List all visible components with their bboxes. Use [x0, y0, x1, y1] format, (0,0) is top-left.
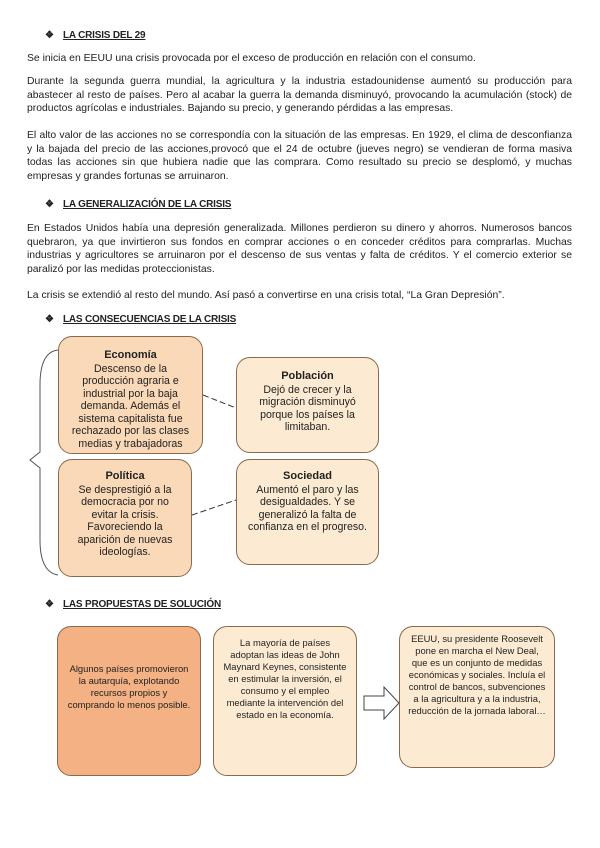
- box-title: Política: [105, 470, 145, 482]
- heading-generalizacion-text: LA GENERALIZACIÓN DE LA CRISIS: [63, 199, 232, 210]
- paragraph: En Estados Unidos había una depresión generalizada. Millones perdieron su dinero y ahorros. Numerosos bancos quebraron, ya que invirtieron sus fondos en comprar acciones o en conceder créditos para comprarlas. Muchas industrias y agricultores se arruinaron por el descenso de sus ventas y falta de créditos. Y el comercio exterior se paralizó por las medidas proteccionistas.: [27, 223, 572, 275]
- box-text: Algunos países promovieron la autarquía, explotando recursos propios y comprando lo menos posible.: [67, 663, 191, 710]
- paragraph: La crisis se extendió al resto del mundo. Así pasó a convertirse en una crisis total, “La Gran Depresión”.: [27, 290, 505, 301]
- heading-crisis-text: LA CRISIS DEL 29: [63, 30, 146, 41]
- paragraph: Durante la segunda guerra mundial, la agricultura y la industria estadounidense aumentó su producción para abastecer al resto de países. Pero al acabar la guerra la demanda disminuyó, provocando la acumulación (stock) de productos agrícolas e industriales. Bajando su precio, y generando pérdidas a las empresas.: [27, 76, 572, 114]
- sociedad-box: [236, 459, 379, 565]
- left-brace-icon: [30, 350, 58, 575]
- diamond-bullet-icon: ❖: [45, 314, 54, 325]
- economia-box: [58, 336, 203, 454]
- paragraph: El alto valor de las acciones no se correspondía con la situación de las empresas. En 1929, el clima de desconfianza y la bajada del precio de las acciones,provocó que el 24 de octubre (jueves negro) se vendieran de forma masiva todas las acciones sin que hubiera nadie que las comprara. Como resultado su precio se desplomó, y muchas empresas y grandes fortunas se arruinaron.: [27, 130, 572, 182]
- box-title: Sociedad: [283, 470, 332, 482]
- connector-line: [192, 500, 236, 515]
- box-title: Economía: [104, 349, 157, 361]
- right-arrow-icon: [364, 687, 399, 719]
- box-text: Descenso de la producción agraria e industrial por la baja demanda. Además el sistema capitalista fue rechazado por las clases medias y trabajadoras: [71, 362, 190, 450]
- paragraph: Se inicia en EEUU una crisis provocada por el exceso de producción en relación con el consumo.: [27, 53, 476, 64]
- box-text: Aumentó el paro y las desigualdades. Y se generalizó la falta de confianza en el progreso.: [248, 483, 367, 533]
- poblacion-box: [236, 357, 379, 453]
- box-text: Dejó de crecer y la migración disminuyó porque los países la limitaban.: [259, 383, 356, 433]
- propuesta-new-deal-box: [399, 626, 555, 768]
- heading-consecuencias-text: LAS CONSECUENCIAS DE LA CRISIS: [63, 314, 237, 325]
- diamond-bullet-icon: ❖: [45, 599, 54, 610]
- politica-box: [58, 459, 192, 577]
- propuesta-keynes-box: [213, 626, 357, 776]
- heading-propuestas: [45, 599, 221, 610]
- box-title: Población: [281, 370, 334, 382]
- diamond-bullet-icon: ❖: [45, 30, 54, 41]
- connector-line: [203, 395, 236, 408]
- propuesta-autarquia-box: [57, 626, 201, 776]
- box-text: La mayoría de países adoptan las ideas de John Maynard Keynes, consistente en estimular la inversión, el consumo y el empleo mediante la intervención del estado en la economía.: [223, 637, 347, 720]
- diamond-bullet-icon: ❖: [45, 199, 54, 210]
- heading-propuestas-text: LAS PROPUESTAS DE SOLUCIÓN: [63, 599, 221, 610]
- box-text: Se desprestigió a la democracia por no evitar la crisis. Favoreciendo la aparición de nuevas ideologías.: [77, 483, 173, 558]
- box-text: EEUU, su presidente Roosevelt pone en marcha el New Deal, que es un conjunto de medidas económicas y sociales. Incluía el control de bancos, subvenciones a la agricultura y a la industria, reducción de la jornada laboral…: [408, 633, 546, 716]
